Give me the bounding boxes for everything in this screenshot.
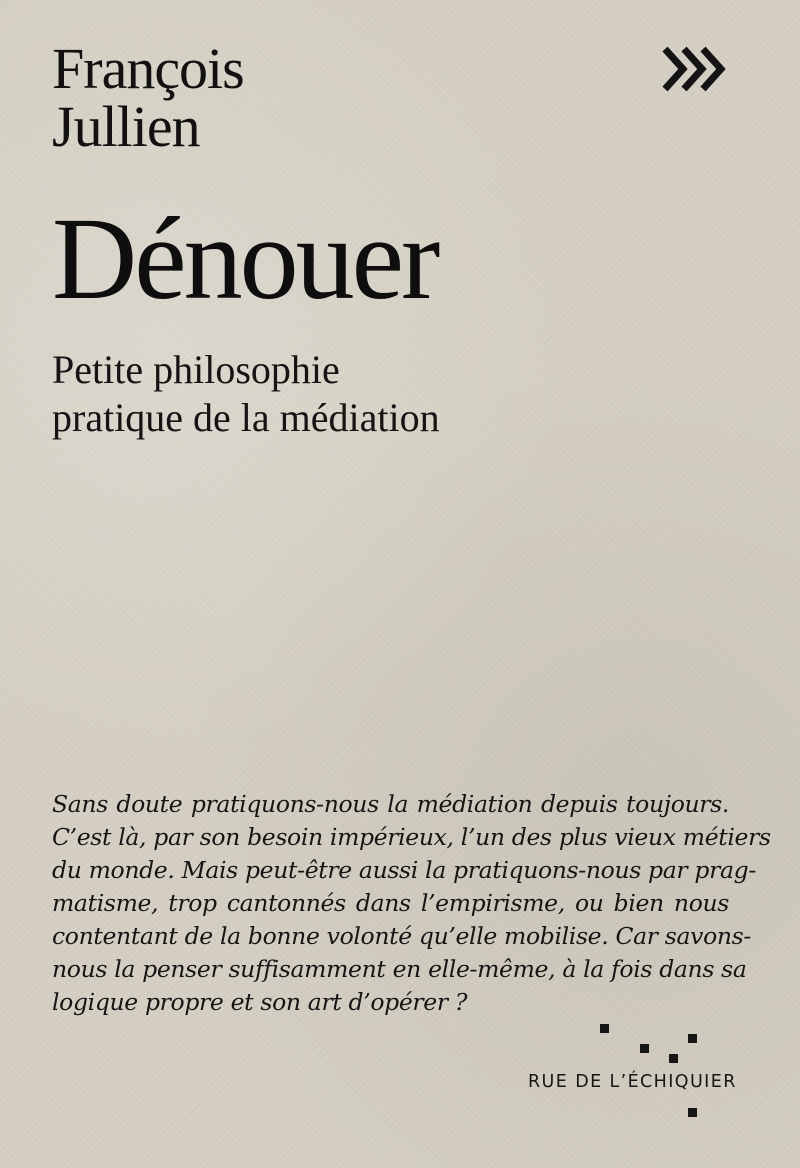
triple-chevron-icon [662,46,730,92]
subtitle-line: pratique de la médiation [52,395,440,440]
blurb-line: Sans doute pratiquons-nous la médiation depuis toujours. [52,790,729,818]
blurb-line: contentant de la bonne volonté qu’elle mobilise. Car savons- [52,922,751,950]
cover-blurb [52,788,771,1019]
author-first-name: François [52,36,244,101]
book-subtitle [52,346,440,442]
blurb-line: nous la penser suffisamment en elle-même, à la fois dans sa [52,955,747,983]
blurb-line: logique propre et son art d’opérer ? [52,988,468,1016]
author-last-name: Jullien [52,94,200,159]
book-title: Dénouer [52,193,438,324]
blurb-line: C’est là, par son besoin impérieux, l’un des plus vieux métiers [52,823,771,851]
blurb-line: du monde. Mais peut-être aussi la pratiquons-nous par prag- [52,856,756,884]
publisher-name: RUE DE L’ÉCHIQUIER [528,1072,737,1092]
blurb-line: matisme, trop cantonnés dans l’empirisme, ou bien nous [52,889,729,917]
subtitle-line: Petite philosophie [52,347,340,392]
author-name [52,36,244,159]
